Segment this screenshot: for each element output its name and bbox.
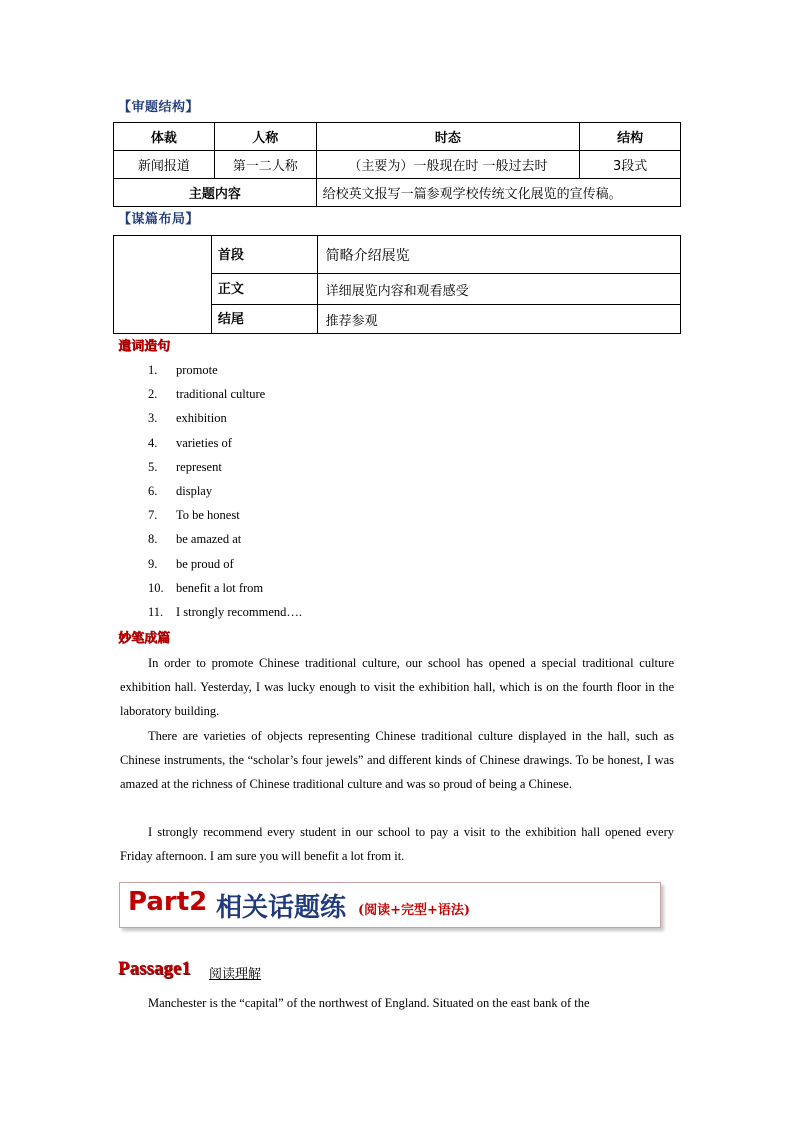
list-number: 9. xyxy=(148,556,158,571)
layout-value: 简略介绍展览 xyxy=(317,236,680,274)
passage-subtitle: 阅读理解 xyxy=(209,967,262,982)
structure-table-row xyxy=(114,151,681,179)
header-cell: 体裁 xyxy=(114,123,215,151)
header-cell: 结构 xyxy=(580,123,681,151)
structure-table-header xyxy=(114,123,681,151)
list-number: 10. xyxy=(148,580,164,595)
list-text: varieties of xyxy=(176,435,232,450)
list-item xyxy=(148,577,302,601)
part2-label: Part2 xyxy=(128,887,208,917)
list-item xyxy=(148,407,302,431)
list-text: be amazed at xyxy=(176,532,242,547)
content-text: 给校英文报写一篇参观学校传统文化展览的宣传稿。 xyxy=(316,179,680,207)
list-text: traditional culture xyxy=(176,387,266,402)
list-number: 5. xyxy=(148,459,158,474)
vocab-list xyxy=(148,359,302,625)
layout-row xyxy=(114,236,681,274)
passage-text: Manchester is the “capital” of the northwest of England. Situated on the east bank of the xyxy=(148,996,590,1010)
essay-paragraph: In order to promote Chinese traditional culture, our school has opened a special traditional culture exhibition hall. Yesterday, I was lucky enough to visit the exhibition hall, which is on the fourth floor in the laboratory building. xyxy=(120,656,674,719)
section-title-essay: 妙笔成篇 xyxy=(118,631,171,646)
list-number: 6. xyxy=(148,483,158,498)
layout-value: 推荐参观 xyxy=(317,305,680,334)
list-text: be proud of xyxy=(176,556,234,571)
list-item xyxy=(148,553,302,577)
table-cell: （主要为）一般现在时 一般过去时 xyxy=(316,151,580,179)
part2-title: 相关话题练 xyxy=(216,893,347,923)
layout-table xyxy=(113,235,681,334)
structure-table xyxy=(113,122,681,207)
list-number: 4. xyxy=(148,435,158,450)
list-number: 7. xyxy=(148,508,158,523)
layout-blank-cell xyxy=(114,236,212,334)
list-number: 2. xyxy=(148,387,158,402)
essay-paragraph: I strongly recommend every student in our school to pay a visit to the exhibition hall opened every Friday afternoon. I am sure you will benefit a lot from it. xyxy=(120,825,674,864)
section-title-structure: 【审题结构】 xyxy=(118,100,200,115)
content-label: 主题内容 xyxy=(114,179,317,207)
layout-label: 首段 xyxy=(211,236,317,274)
header-cell: 人称 xyxy=(214,123,316,151)
list-item xyxy=(148,504,302,528)
list-number: 3. xyxy=(148,411,158,426)
list-text: To be honest xyxy=(176,508,240,523)
structure-table-content-row xyxy=(114,179,681,207)
header-cell: 时态 xyxy=(316,123,580,151)
layout-label: 正文 xyxy=(211,274,317,305)
list-text: benefit a lot from xyxy=(176,580,264,595)
list-item xyxy=(148,359,302,383)
table-cell: 第一二人称 xyxy=(214,151,316,179)
table-cell: 新闻报道 xyxy=(114,151,215,179)
section-title-layout: 【谋篇布局】 xyxy=(118,212,200,227)
list-item xyxy=(148,480,302,504)
essay-paragraph: There are varieties of objects representing Chinese traditional culture displayed in the hall, such as Chinese instruments, the “scholar’s four jewels” and different kinds of Chinese drawings. To be honest, I was amazed at the richness of Chinese traditional culture and was so proud of being a Chinese. xyxy=(120,729,674,792)
section-title-vocab: 遣词造句 xyxy=(118,339,171,354)
list-item xyxy=(148,456,302,480)
list-text: exhibition xyxy=(176,411,227,426)
list-number: 11. xyxy=(148,604,164,619)
list-item xyxy=(148,383,302,407)
table-cell: 3段式 xyxy=(580,151,681,179)
part2-banner xyxy=(119,882,661,928)
list-text: I strongly recommend…. xyxy=(176,604,303,619)
list-text: promote xyxy=(176,363,218,377)
list-item xyxy=(148,528,302,552)
list-number: 8. xyxy=(148,532,158,547)
part2-subtitle: (阅读+完型+语法) xyxy=(358,903,471,918)
list-item xyxy=(148,432,302,456)
list-number: 1. xyxy=(148,363,158,377)
layout-label: 结尾 xyxy=(211,305,317,334)
list-item xyxy=(148,601,302,625)
passage-label: Passage1 xyxy=(118,958,191,979)
layout-value: 详细展览内容和观看感受 xyxy=(317,274,680,305)
list-text: display xyxy=(176,483,213,498)
list-text: represent xyxy=(176,459,222,474)
